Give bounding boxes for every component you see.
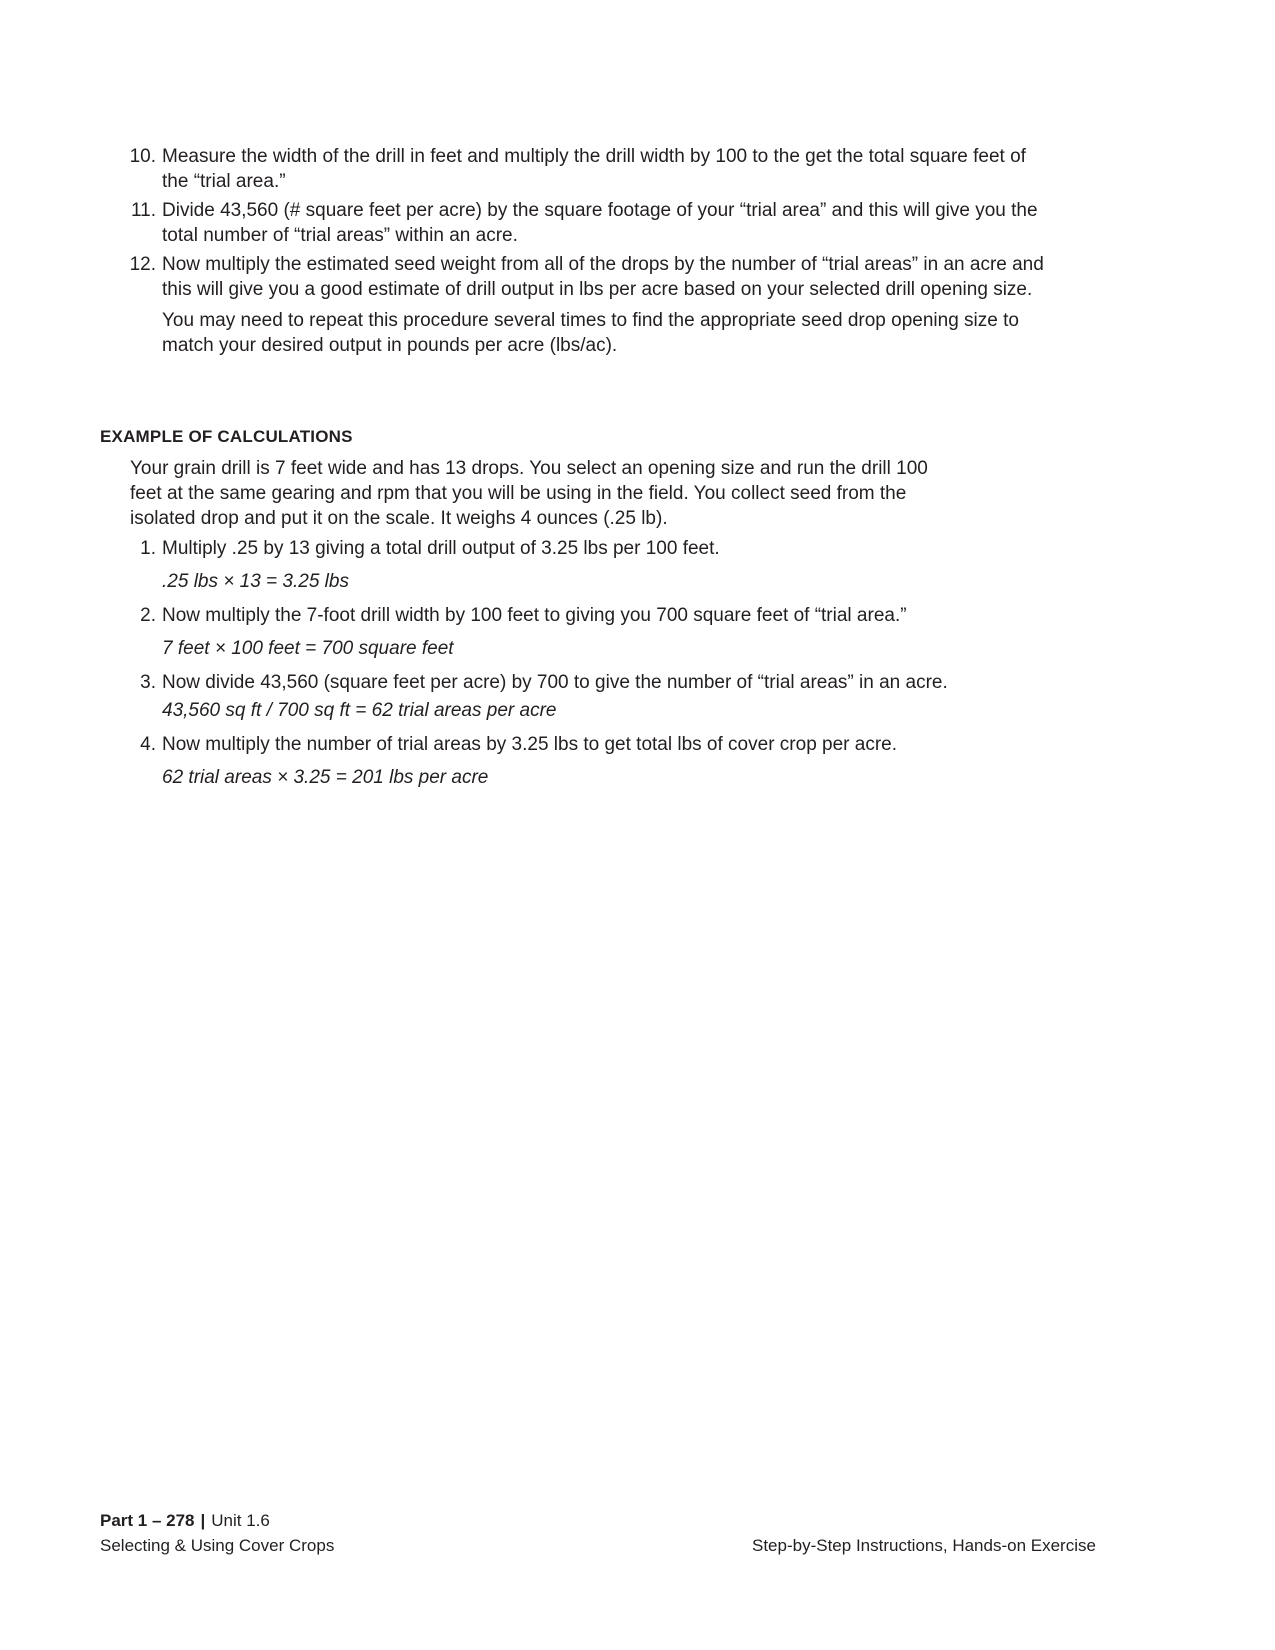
calc-formula: .25 lbs × 13 = 3.25 lbs — [162, 571, 349, 592]
step-number: 11. — [130, 200, 156, 221]
example-intro: Your grain drill is 7 feet wide and has 13 drops. You select an opening size and run the drill 100 feet at the same gearing and rpm that you will be using in the field. You collect seed from the isolated drop and put it on the scale. It weighs 4 ounces (.25 lb). — [130, 458, 928, 529]
procedure-note: You may need to repeat this procedure several times to find the appropriate seed drop opening size to match your desired output in pounds per acre (lbs/ac). — [162, 310, 1019, 356]
step-number: 10. — [129, 146, 156, 167]
step-number: 12. — [129, 254, 156, 275]
procedure-steps — [126, 144, 1046, 358]
footer-separator: | — [200, 1511, 206, 1530]
calc-text: Now multiply the number of trial areas by 3.25 lbs to get total lbs of cover crop per acre. — [162, 734, 898, 755]
page-number: Part 1 – 278 — [100, 1511, 195, 1530]
list-item — [130, 670, 1030, 695]
step-text: Divide 43,560 (# square feet per acre) by the square footage of your “trial area” and this will give you the total number of “trial areas” within an acre. — [162, 200, 1038, 246]
calc-text: Now multiply the 7-foot drill width by 100 feet to giving you 700 square feet of “trial area.” — [162, 605, 907, 626]
list-item — [126, 252, 1046, 302]
footer-section: Step-by-Step Instructions, Hands-on Exercise — [752, 1536, 1096, 1555]
step-text: Measure the width of the drill in feet and multiply the drill width by 100 to the get the total square feet of the “trial area.” — [162, 146, 1026, 192]
calc-text: Multiply .25 by 13 giving a total drill output of 3.25 lbs per 100 feet. — [162, 538, 720, 559]
list-item — [130, 536, 1030, 561]
list-item — [130, 603, 1030, 628]
page-footer-left — [100, 1508, 334, 1558]
calc-number: 1. — [140, 538, 156, 559]
footer-title: Selecting & Using Cover Crops — [100, 1536, 335, 1555]
calculation-list — [130, 536, 1030, 790]
calc-number: 3. — [140, 672, 156, 693]
calc-number: 2. — [140, 605, 156, 626]
calc-formula: 62 trial areas × 3.25 = 201 lbs per acre — [162, 767, 489, 788]
calc-formula: 7 feet × 100 feet = 700 square feet — [162, 638, 454, 659]
list-item — [126, 198, 1046, 248]
unit-label: Unit 1.6 — [211, 1511, 270, 1530]
footer-part-line — [100, 1508, 334, 1533]
calc-text: Now divide 43,560 (square feet per acre) by 700 to give the number of “trial areas” in an acre. — [162, 672, 948, 693]
list-item — [130, 732, 1030, 757]
list-item — [126, 144, 1046, 194]
step-text: Now multiply the estimated seed weight from all of the drops by the number of “trial areas” in an acre and this will give you a good estimate of drill output in lbs per acre based on your selected drill opening size. — [162, 254, 1044, 300]
calc-formula: 43,560 sq ft / 700 sq ft = 62 trial areas per acre — [162, 700, 557, 721]
section-heading: EXAMPLE OF CALCULATIONS — [100, 427, 353, 446]
calc-number: 4. — [140, 734, 156, 755]
